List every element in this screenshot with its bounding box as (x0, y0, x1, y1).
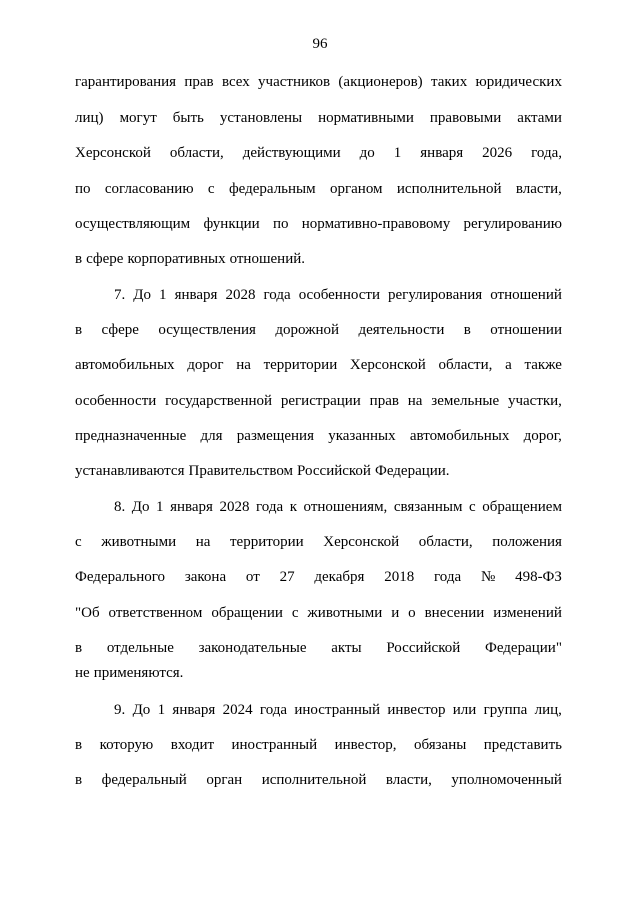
word: (акционеров) (338, 74, 423, 90)
word: 7. (114, 287, 126, 303)
word: внесении (424, 605, 485, 621)
text-line (75, 251, 562, 268)
word: 2026 (482, 145, 513, 161)
word: дорожной (275, 322, 340, 338)
word: нормативными (318, 110, 414, 126)
word: 8. (114, 499, 126, 515)
word: положения (492, 534, 562, 550)
word: действующими (242, 145, 341, 161)
word: обращением (482, 499, 562, 515)
text-line (75, 569, 562, 586)
word: регулированию (463, 216, 562, 232)
word: на (407, 393, 423, 409)
text-line (75, 145, 562, 162)
text-line (75, 772, 562, 789)
word: юридических (475, 74, 562, 90)
word: До (132, 702, 151, 718)
word: иностранный (231, 737, 318, 753)
word: применяются. (93, 665, 184, 681)
word: года (434, 569, 462, 585)
word: до (359, 145, 375, 161)
word: области, (418, 534, 473, 550)
text-line (75, 534, 562, 551)
word: дорог (187, 357, 224, 373)
word: Херсонской (323, 534, 400, 550)
word: от (245, 569, 260, 585)
word: отношений (490, 287, 562, 303)
word: представить (483, 737, 562, 753)
text-line (75, 322, 562, 339)
word: отдельные (106, 640, 174, 656)
word: Херсонской (75, 145, 151, 161)
word: декабря (314, 569, 365, 585)
word: власти, (515, 181, 562, 197)
word: 2018 (384, 569, 415, 585)
text-line (75, 737, 562, 754)
word: сфере (101, 322, 139, 338)
word: нормативно-правовому (301, 216, 451, 232)
word: области, (438, 357, 493, 373)
word: "Об (75, 605, 100, 621)
word: с (75, 534, 82, 550)
text-line (75, 181, 562, 198)
word: регистрации (280, 393, 361, 409)
word: января (174, 287, 218, 303)
text-line (75, 216, 562, 233)
word: уполномоченный (451, 772, 562, 788)
word: Федерации. (374, 463, 450, 479)
word: входит (170, 737, 215, 753)
word: До (133, 287, 152, 303)
word: с (291, 605, 299, 621)
word: 2028 (219, 499, 250, 515)
word: акты (331, 640, 362, 656)
word: обращении (211, 605, 283, 621)
word: закона (184, 569, 227, 585)
word: устанавливаются (75, 463, 185, 479)
word: и (391, 605, 400, 621)
word: исполнительной (396, 181, 502, 197)
word: отношениям, (303, 499, 388, 515)
word: Херсонской (349, 357, 426, 373)
word: правовыми (429, 110, 502, 126)
word: на (236, 357, 251, 373)
word: участников (258, 74, 331, 90)
word: Российской (297, 463, 371, 479)
word: автомобильных (409, 428, 510, 444)
word: группа (483, 702, 528, 718)
word: территории (230, 534, 304, 550)
text-line (114, 702, 562, 719)
word: регулирования (388, 287, 483, 303)
text-line (75, 74, 562, 91)
word: деятельности (358, 322, 445, 338)
word: Российской (386, 640, 461, 656)
word: связанным (393, 499, 463, 515)
word: с (207, 181, 215, 197)
text-line (114, 287, 562, 304)
word: функции (203, 216, 260, 232)
word: к (289, 499, 297, 515)
word: в (75, 772, 83, 788)
word: власти, (385, 772, 432, 788)
page-number: 96 (312, 36, 328, 52)
word: января (420, 145, 464, 161)
text-line (75, 110, 562, 127)
word: участки, (507, 393, 562, 409)
word: ответственном (108, 605, 203, 621)
word: сфере (86, 251, 124, 267)
word: 2024 (222, 702, 253, 718)
word: в (75, 322, 83, 338)
word: инвестор (387, 702, 446, 718)
text-line (75, 605, 562, 622)
word: лиц) (75, 110, 104, 126)
word: года (263, 287, 291, 303)
text-line (75, 640, 562, 657)
word: в (75, 251, 83, 267)
word: а (505, 357, 512, 373)
word: которую (99, 737, 154, 753)
word: орган (206, 772, 243, 788)
word: Федерального (75, 569, 166, 585)
word: установлены (219, 110, 303, 126)
word: в (463, 322, 471, 338)
word: о (408, 605, 416, 621)
word: января (170, 499, 213, 515)
word: изменений (493, 605, 562, 621)
word: таких (430, 74, 468, 90)
word: 498-ФЗ (515, 569, 562, 585)
word: Федерации" (484, 640, 562, 656)
word: указанных (328, 428, 396, 444)
word: территории (263, 357, 338, 373)
word: не (75, 665, 90, 681)
word: государственной (165, 393, 273, 409)
word: прав (369, 393, 399, 409)
text-line (75, 357, 562, 374)
word: области, (169, 145, 224, 161)
word: по (75, 181, 91, 197)
word: быть (172, 110, 204, 126)
word: на (195, 534, 211, 550)
word: прав (184, 74, 214, 90)
word: животными (307, 605, 383, 621)
word: также (524, 357, 562, 373)
word: осуществляющим (75, 216, 191, 232)
word: № (480, 569, 496, 585)
word: января (172, 702, 216, 718)
word: могут (119, 110, 157, 126)
word: года, (531, 145, 562, 161)
text-line (75, 428, 562, 445)
word: федеральный (101, 772, 187, 788)
word: отношений. (229, 251, 306, 267)
word: земельные (431, 393, 500, 409)
word: гарантирования (75, 74, 177, 90)
word: размещения (236, 428, 314, 444)
word: До (131, 499, 150, 515)
word: актами (517, 110, 562, 126)
word: для (200, 428, 223, 444)
word: обязаны (413, 737, 467, 753)
word: Правительством (188, 463, 294, 479)
text-line (75, 463, 562, 480)
word: дорог, (523, 428, 562, 444)
word: 27 (279, 569, 295, 585)
word: 1 (393, 145, 402, 161)
word: с (469, 499, 476, 515)
word: года (259, 702, 288, 718)
word: исполнительной (261, 772, 367, 788)
word: в (75, 640, 83, 656)
text-line (114, 499, 562, 516)
word: 1 (156, 499, 164, 515)
word: по (272, 216, 289, 232)
word: года (256, 499, 284, 515)
word: особенности (298, 287, 380, 303)
word: всех (221, 74, 250, 90)
word: 1 (157, 702, 166, 718)
word: отношении (490, 322, 562, 338)
word: или (452, 702, 477, 718)
word: согласованию (104, 181, 194, 197)
word: иностранный (294, 702, 381, 718)
text-line (75, 393, 562, 410)
word: законодательные (198, 640, 307, 656)
word: инвестор, (334, 737, 397, 753)
word: 1 (159, 287, 167, 303)
word: органом (329, 181, 383, 197)
word: корпоративных (127, 251, 226, 267)
word: в (75, 737, 83, 753)
word: федеральным (228, 181, 316, 197)
word: лиц, (534, 702, 562, 718)
word: животными (101, 534, 177, 550)
word: особенности (75, 393, 157, 409)
word: осуществления (158, 322, 256, 338)
word: автомобильных (75, 357, 175, 373)
word: 9. (114, 702, 126, 718)
word: 2028 (225, 287, 256, 303)
word: предназначенные (75, 428, 187, 444)
text-line (75, 665, 562, 682)
